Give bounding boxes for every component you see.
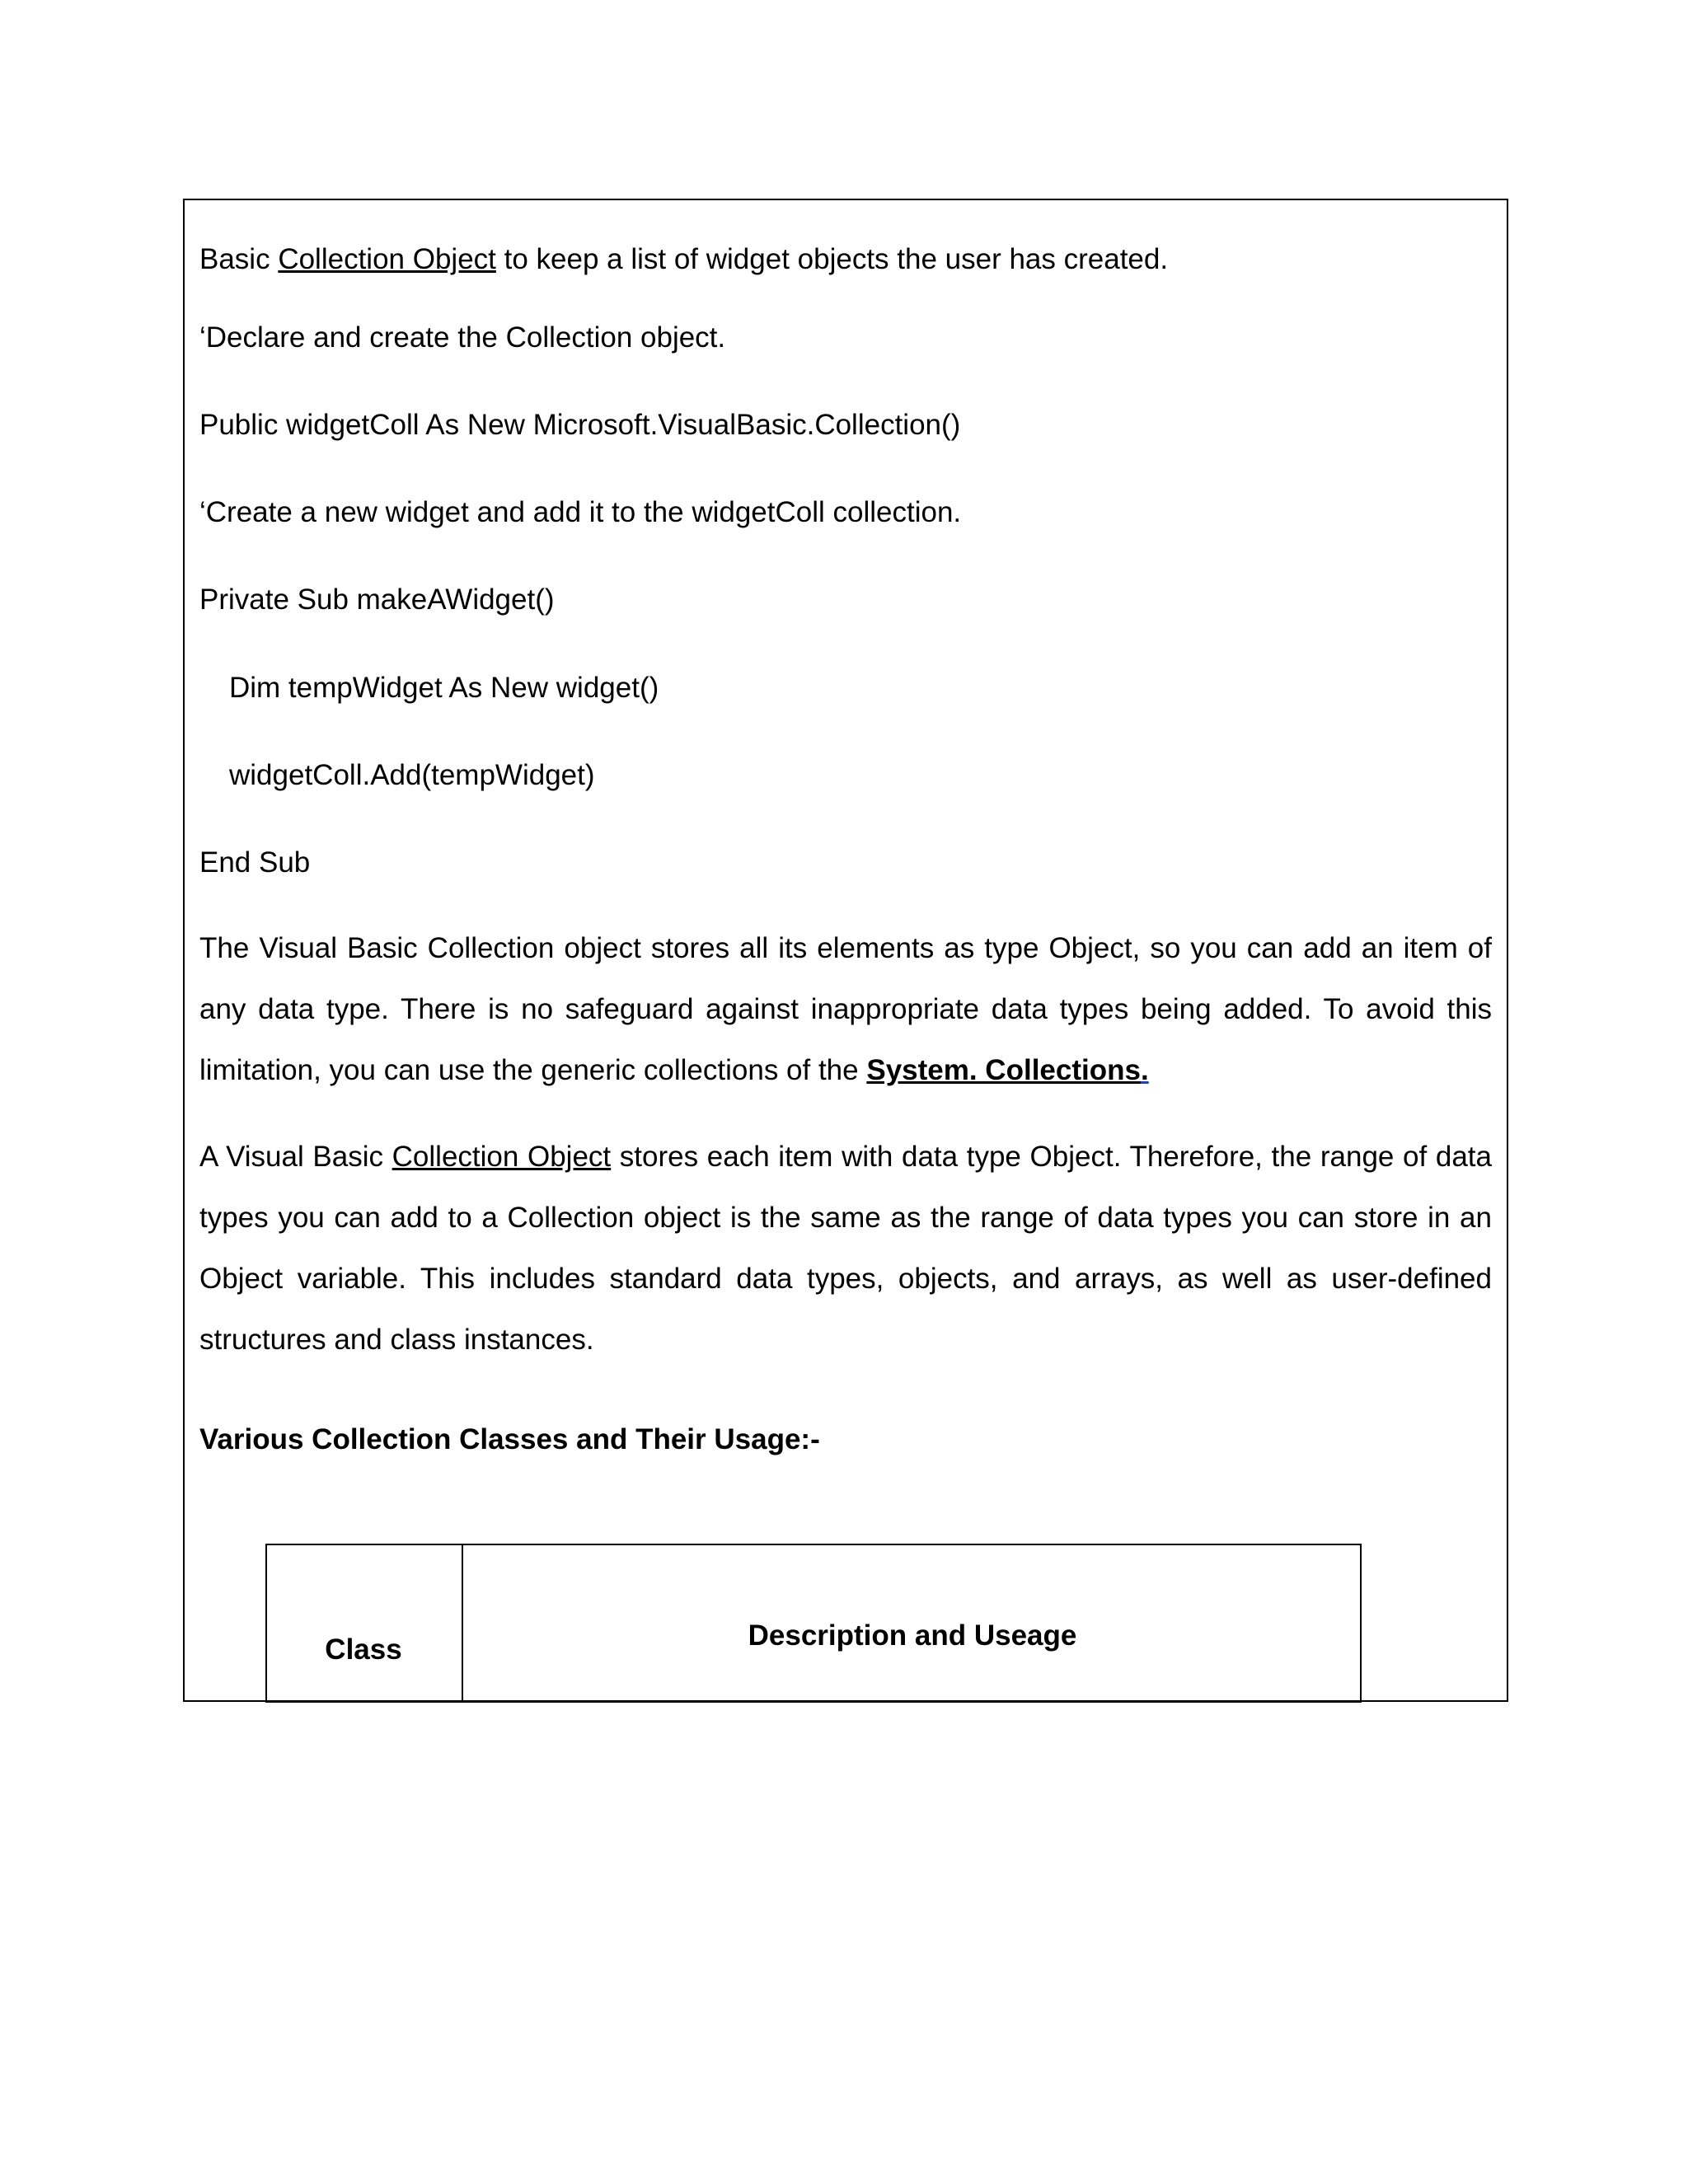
code-declaration: Public widgetColl As New Microsoft.VisualBasic.Collection() bbox=[199, 409, 961, 441]
table-header-description: Description and Useage bbox=[748, 1619, 1077, 1652]
paragraph2-prefix: A Visual Basic bbox=[199, 1141, 392, 1173]
intro-suffix: to keep a list of widget objects the user has created. bbox=[495, 243, 1169, 275]
code-comment-declare: ‘Declare and create the Collection object. bbox=[199, 321, 726, 354]
paragraph1-text: The Visual Basic Collection object stores all its elements as type Object, so you can add an item of any data type. There is no safeguard against inappropriate data types being added. To avoid this limitation, you can use the generic collections of the bbox=[199, 932, 1492, 1086]
code-add-line: widgetColl.Add(tempWidget) bbox=[229, 759, 595, 791]
paragraph-collection-object bbox=[199, 1127, 1492, 1371]
intro-prefix: Basic bbox=[199, 243, 279, 275]
code-sub-end: End Sub bbox=[199, 846, 311, 879]
intro-line bbox=[199, 243, 1168, 276]
table-header-class: Class bbox=[325, 1633, 402, 1666]
paragraph2-text: stores each item with data type Object. Therefore, the range of data types you can add to a Collection object is the same as the range of data types you can store in an Object variable. This includes standard data types, objects, and arrays, as well as user-defined structures and class instances. bbox=[199, 1141, 1492, 1356]
system-collections-link[interactable]: System. Collections bbox=[866, 1054, 1141, 1086]
collection-object-link-2[interactable]: Collection Object bbox=[392, 1141, 612, 1173]
paragraph-collection-types bbox=[199, 918, 1492, 1101]
code-dim-line: Dim tempWidget As New widget() bbox=[229, 672, 659, 704]
code-sub-start: Private Sub makeAWidget() bbox=[199, 583, 555, 616]
collection-object-link[interactable]: Collection Object bbox=[278, 243, 496, 275]
section-heading: Various Collection Classes and Their Usage:- bbox=[199, 1423, 820, 1455]
system-collections-link-period[interactable]: . bbox=[1140, 1054, 1149, 1086]
code-comment-create: ‘Create a new widget and add it to the widgetColl collection. bbox=[199, 496, 962, 528]
